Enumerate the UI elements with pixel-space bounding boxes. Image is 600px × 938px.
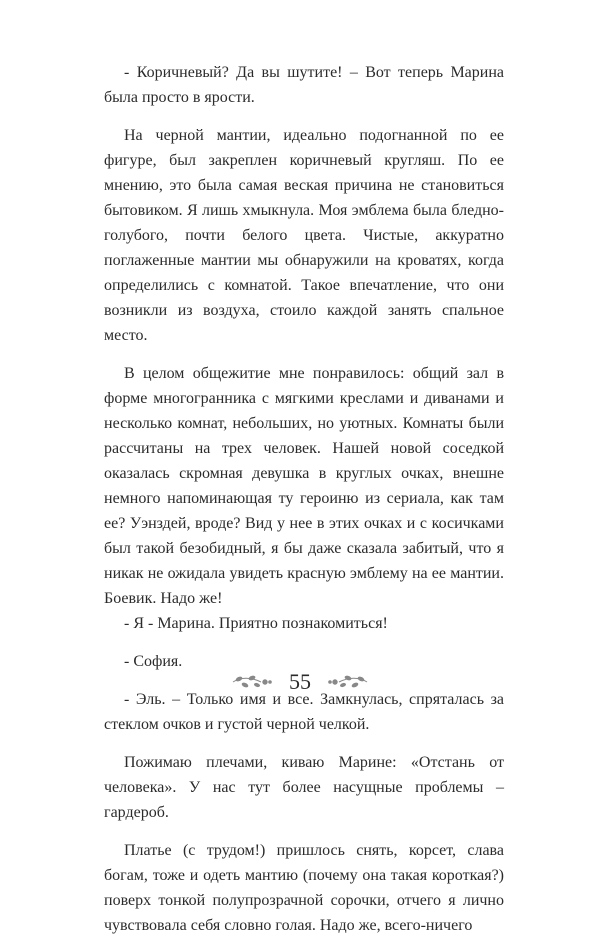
paragraph-4: - Я - Марина. Приятно познакомиться!	[124, 615, 388, 632]
page-number: 55	[289, 669, 311, 694]
paragraph-7: Пожимаю плечами, киваю Марине: «Отстань от человека». У нас тут более насущные проблемы – гардероб.	[104, 754, 504, 821]
paragraph-8: Платье (с трудом!) пришлось снять, корсет, слава богам, тоже и одеть мантию (почему она такая короткая?) поверх тонкой полупрозрачной сорочки, отчего я лично чувствовала себя словно голая. Надо же, всего-ничего	[104, 842, 504, 934]
paragraph-1: - Коричневый? Да вы шутите! – Вот теперь Марина была просто в ярости.	[104, 64, 504, 106]
paragraph-5: - София.	[124, 653, 183, 670]
paragraph-6: - Эль. – Только имя и все. Замкнулась, спряталась за стеклом очков и густой черной челкой.	[104, 691, 504, 733]
floral-ornament-right-icon	[325, 673, 371, 691]
paragraph-3: В целом общежитие мне понравилось: общий зал в форме многогранника с мягкими креслами и диванами и несколько комнат, небольших, но уютных. Комнаты были рассчитаны на трех человек. Нашей новой соседкой оказалась скромная девушка в круглых очках, внешне немного напоминающая ту героиню из сериала, как там ее? Уэнздей, вроде? Вид у нее в этих очках и с косичками был такой безобидный, я бы даже сказала забитый, что я никак не ожидала увидеть красную эмблему на ее мантии. Боевик. Надо же!	[104, 365, 504, 607]
page-footer	[0, 662, 600, 702]
body-text	[104, 60, 504, 938]
paragraph-2: На черной мантии, идеально подогнанной по ее фигуре, был закреплен коричневый кругляш. По ее мнению, это была самая веская причина не становиться бытовиком. Я лишь хмыкнула. Моя эмблема была бледно-голубого, почти белого цвета. Чистые, аккуратно поглаженные мантии мы обнаружили на кроватях, когда определились с комнатой. Такое впечатление, что они возникли из воздуха, стоило каждой занять спальное место.	[104, 127, 504, 344]
floral-ornament-left-icon	[229, 673, 275, 691]
